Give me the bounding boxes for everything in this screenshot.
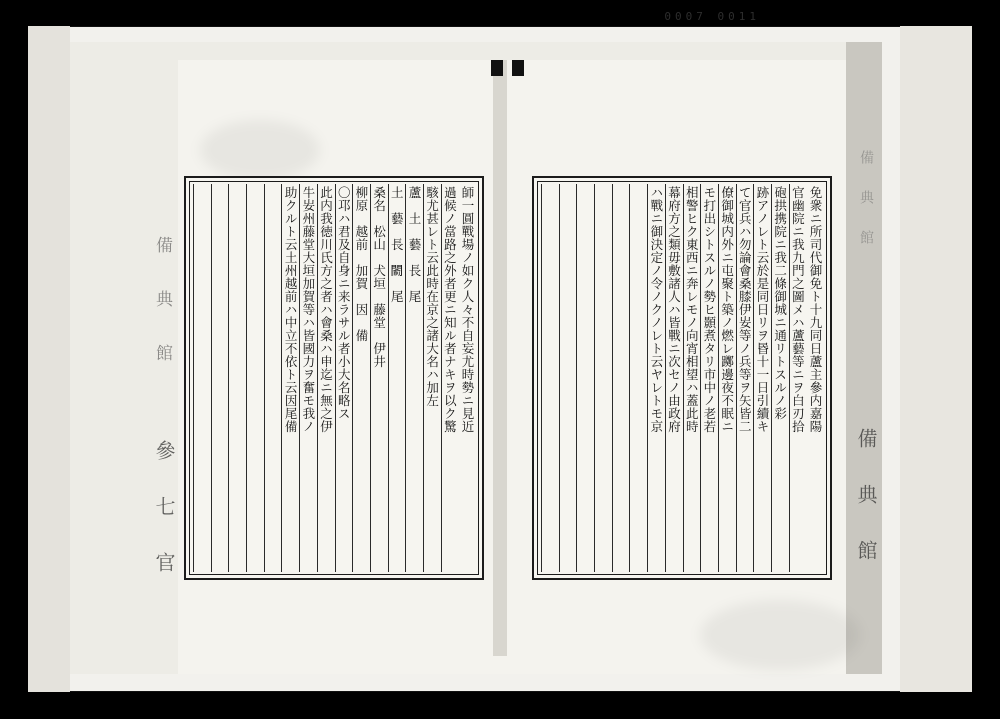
text-column: 免衆ニ所司代御免ト十九同日蘆主參内嘉陽 <box>808 186 823 433</box>
text-column: 過候ノ當路之外者更ニ知ル者ナキヲ以ク驚 <box>441 184 459 572</box>
margin-note-right-lower: 備 典 館 <box>854 428 878 568</box>
text-column: 官幽院ニ我九門之圖メハ蘆藝等ニヲ白刃拾 <box>789 184 807 572</box>
left-page-columns <box>192 184 476 572</box>
text-column: ハ戰ニ御決定ノ令ノクノレト云ヤレトモ京 <box>647 184 665 572</box>
text-column: 僚御城内外ニ屯聚ト築ノ燃レ躑邊夜不眠ニ <box>718 184 736 572</box>
text-column: 助クルト云土州越前ハ中立不依ト云因尾備 <box>281 184 299 572</box>
text-column <box>629 184 647 572</box>
text-column: 跡アノレト云於是同日リヲ昬十一日引續キ <box>753 184 771 572</box>
text-column: 牛𡚴州藤堂大垣加賀等ハ皆國力ヲ奮モ我ノ <box>299 184 317 572</box>
text-column <box>576 184 594 572</box>
text-column: モ打出シトスルノ勢ヒ顥煮タリ市中ノ老若 <box>700 184 718 572</box>
text-column <box>211 184 229 572</box>
book-gutter <box>493 60 507 656</box>
gutter-tab-left-icon <box>491 60 503 76</box>
backing-shade-right <box>900 26 972 692</box>
text-column <box>228 184 246 572</box>
text-column <box>612 184 630 572</box>
text-column: 幕府方之類毋敷諸人ハ皆戰ニ次セノ由政府 <box>665 184 683 572</box>
margin-note-left-lower: 參 七 官 <box>152 440 176 580</box>
left-page <box>184 176 484 580</box>
paper-blotch <box>700 600 860 670</box>
text-column <box>264 184 282 572</box>
text-column: 相警ヒク東西ニ奔レモノ向宵相望ハ蓋此時 <box>683 184 701 572</box>
film-frame-number: 0007 0011 <box>664 10 760 23</box>
backing-shade-left <box>28 26 70 692</box>
text-column <box>559 184 577 572</box>
text-column: 砲拱携院ニ我二條御城ニ通リトスルノ彩 <box>771 184 789 572</box>
text-column <box>193 184 211 572</box>
gutter-tab-right-icon <box>512 60 524 76</box>
text-column <box>541 184 559 572</box>
paper-blotch <box>200 120 320 180</box>
text-column: 土 藝 長 𨵦 尾 <box>388 184 406 572</box>
margin-note-right-upper: 備 典 館 <box>858 150 874 250</box>
text-column <box>594 184 612 572</box>
book-fore-edge <box>846 42 882 674</box>
text-column: 〇邛ハ君及自身ニ来ラサル者小大名略ス <box>335 184 353 572</box>
text-column: 桑名 松山 犬垣 藤堂 伊井 <box>370 184 388 572</box>
text-column: て官兵ハ勿論會桑膝伊𡚴等ノ兵等ヲ矢皆二 <box>736 184 754 572</box>
right-page-columns <box>540 184 824 572</box>
right-page <box>532 176 832 580</box>
text-column <box>246 184 264 572</box>
text-column: 駭尤甚レト云此時在京之諸大名ハ加左 <box>423 184 441 572</box>
text-column: 此内我徳川氏方之者ハ會桑ハ申迄ニ無之伊 <box>317 184 335 572</box>
margin-note-left-upper: 備 典 館 <box>152 236 172 371</box>
text-column: 蘆 土 藝 長 尾 <box>405 184 423 572</box>
text-column: 柳原 越前 加賀 因 備 <box>352 184 370 572</box>
text-column: 師一圓戰場ノ如ク人々不自妄尤時勢ニ見近 <box>460 186 475 433</box>
